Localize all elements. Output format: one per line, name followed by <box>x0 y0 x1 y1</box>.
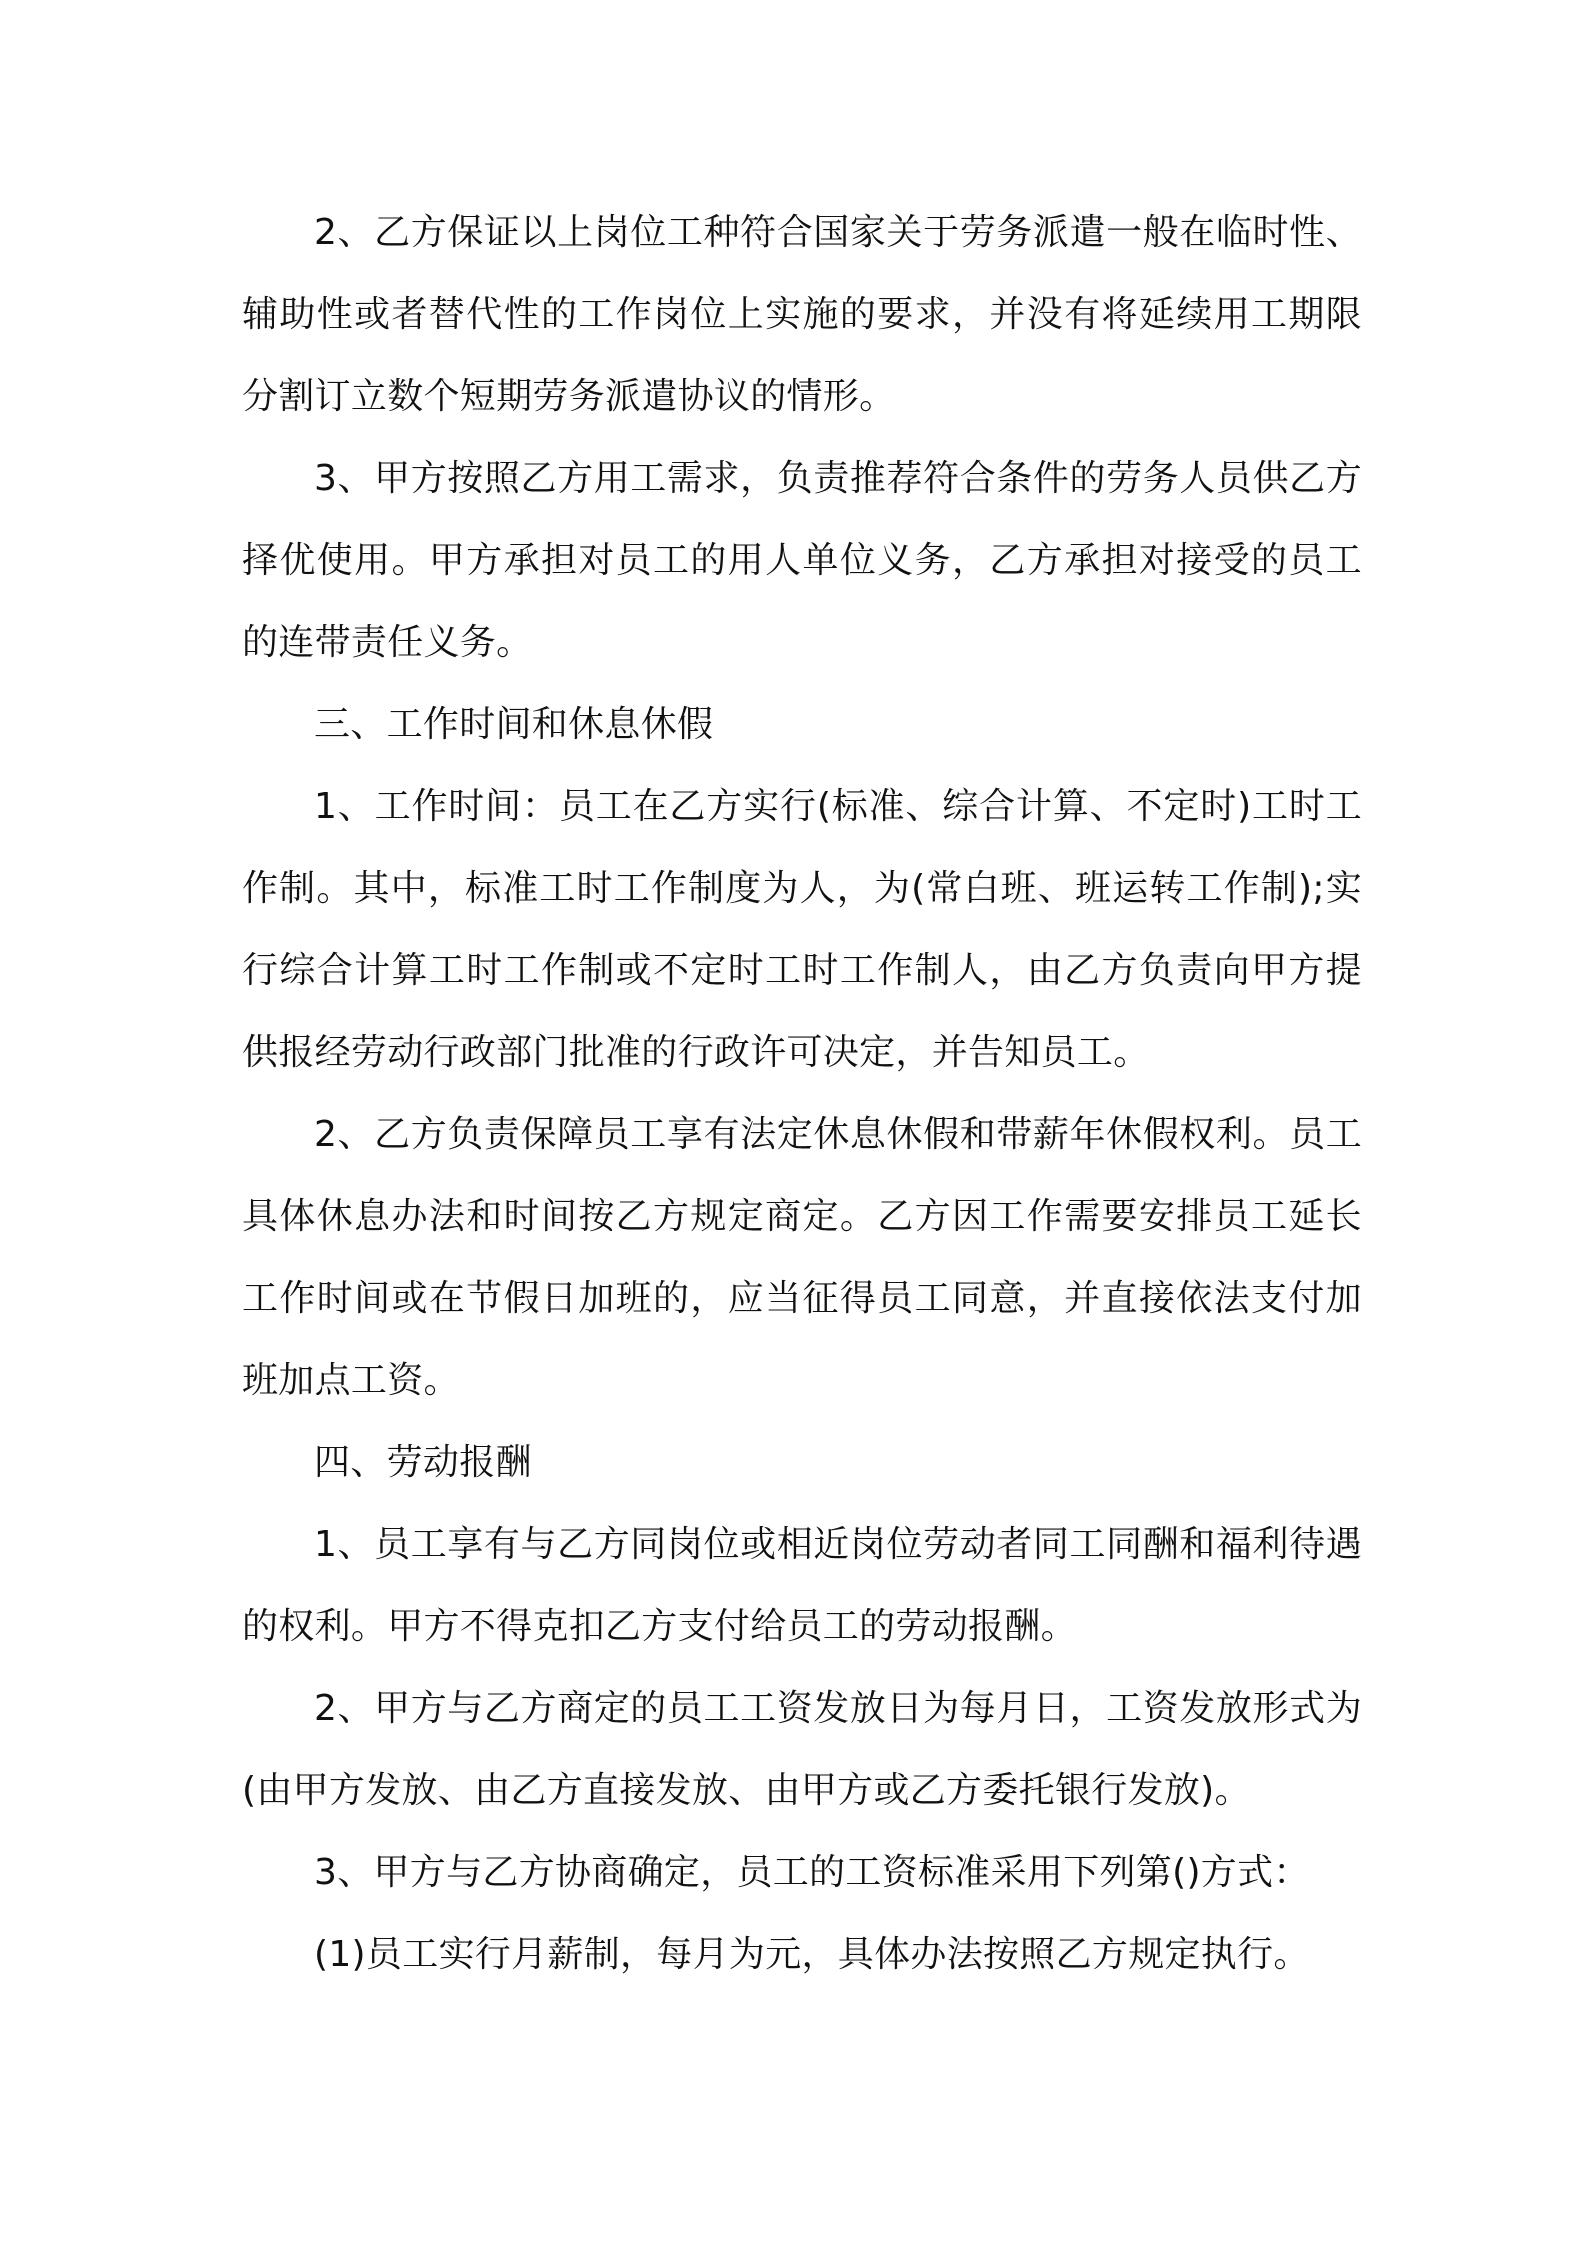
paragraph-3-wage-standard: 3、甲方与乙方协商确定，员工的工资标准采用下列第()方式： <box>314 1852 1310 1893</box>
paragraph-1-working-time: 1、工作时间：员工在乙方实行(标准、综合计算、不定时)工时工作制。其中，标准工时工作制度为人，为(常白班、班运转工作制);实行综合计算工时工作制或不定时工时工作制人，由乙方负责向甲方提供报经劳动行政部门批准的行政许可决定，并告知员工。 <box>242 786 1362 1073</box>
paragraph-2-rest-and-leave: 2、乙方负责保障员工享有法定休息休假和带薪年休假权利。员工具体休息办法和时间按乙方规定商定。乙方因工作需要安排员工延长工作时间或在节假日加班的，应当征得员工同意，并直接依法支付加班加点工资。 <box>242 1114 1362 1401</box>
section-heading-remuneration: 四、劳动报酬 <box>314 1442 532 1483</box>
paragraph-2-pay-day: 2、甲方与乙方商定的员工工资发放日为每月日，工资发放形式为(由甲方发放、由乙方直接发放、由甲方或乙方委托银行发放)。 <box>242 1688 1362 1811</box>
document-body <box>242 192 1362 1996</box>
paragraph-2-job-types: 2、乙方保证以上岗位工种符合国家关于劳务派遣一般在临时性、辅助性或者替代性的工作岗位上实施的要求，并没有将延续用工期限分割订立数个短期劳务派遣协议的情形。 <box>242 212 1362 417</box>
paragraph-monthly-salary: (1)员工实行月薪制，每月为元，具体办法按照乙方规定执行。 <box>314 1934 1310 1975</box>
paragraph-3-recommend-staff: 3、甲方按照乙方用工需求，负责推荐符合条件的劳务人员供乙方择优使用。甲方承担对员工的用人单位义务，乙方承担对接受的员工的连带责任义务。 <box>242 458 1362 663</box>
paragraph-1-equal-pay: 1、员工享有与乙方同岗位或相近岗位劳动者同工同酬和福利待遇的权利。甲方不得克扣乙方支付给员工的劳动报酬。 <box>242 1524 1362 1647</box>
section-heading-working-hours: 三、工作时间和休息休假 <box>314 704 714 745</box>
